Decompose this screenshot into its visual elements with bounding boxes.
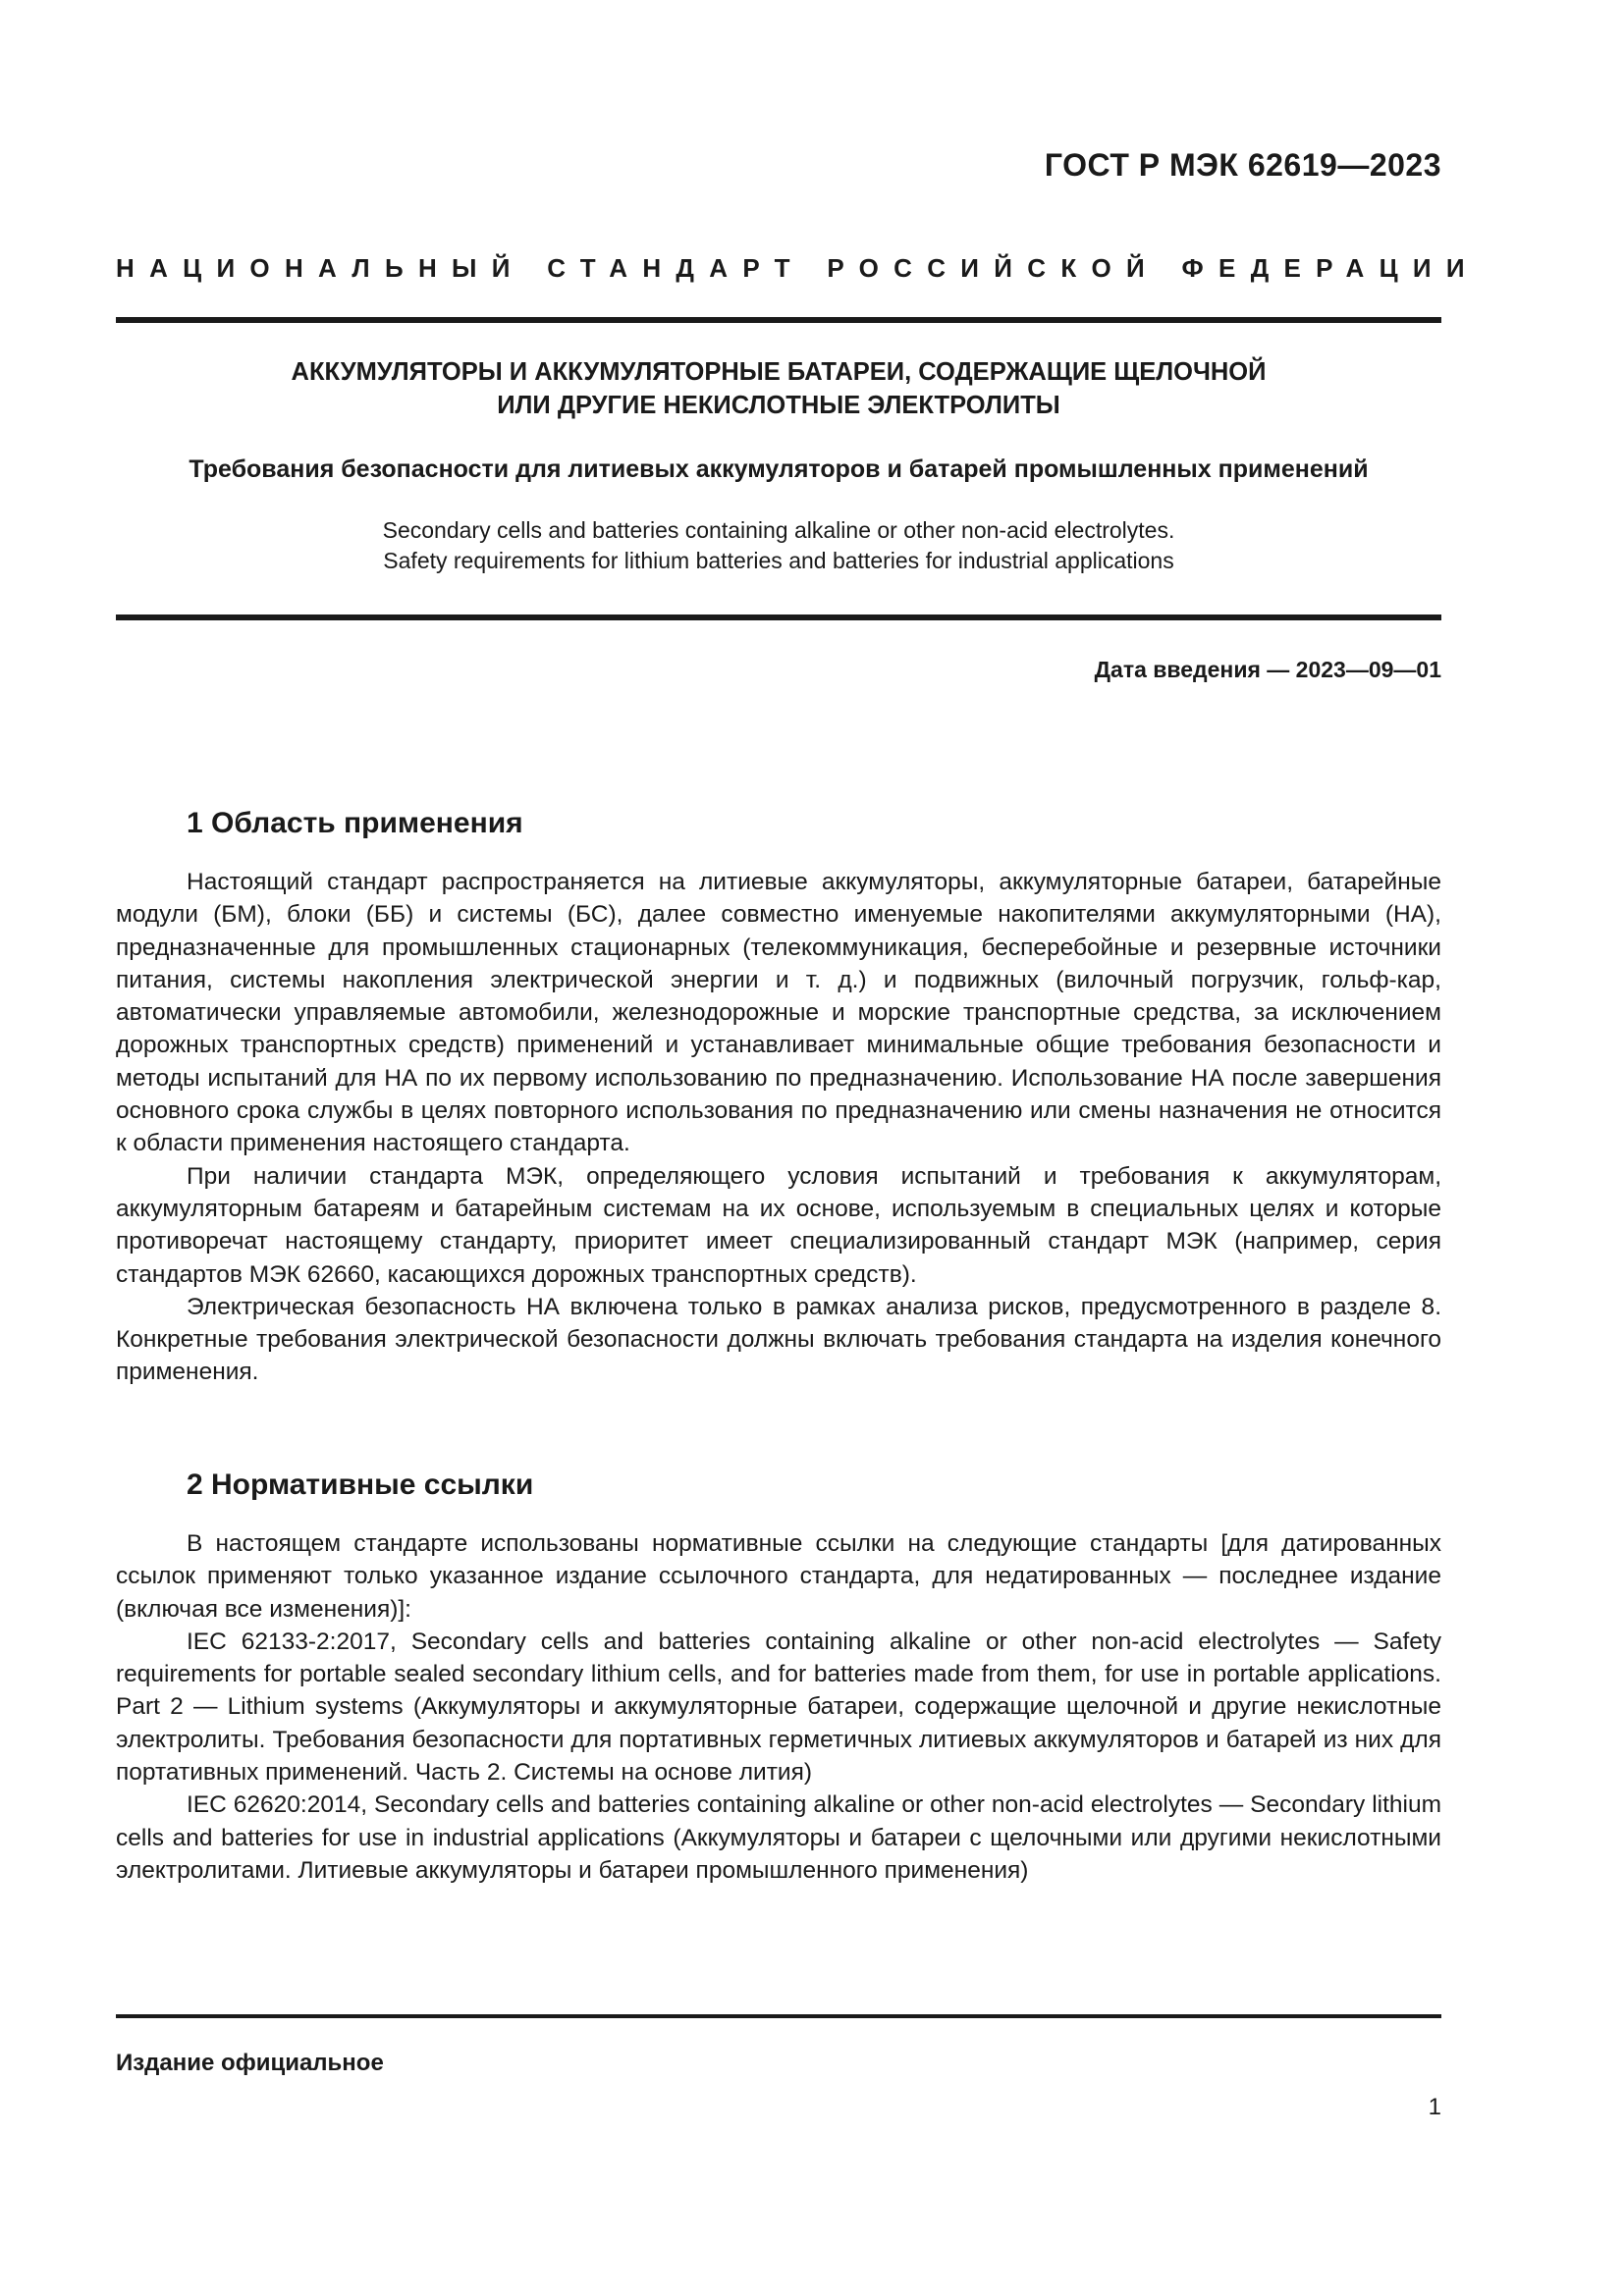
paragraph: Электрическая безопасность НА включена только в рамках анализа рисков, предусмотренного в разделе 8. Конкретные требования электрической безопасности должны включать требования стандарта на изделия конечного применения.: [116, 1293, 1441, 1386]
section-1-heading: 1 Область применения: [187, 807, 523, 839]
english-title-line-1: Secondary cells and batteries containing alkaline or other non-acid electrolytes.: [382, 517, 1175, 543]
document-subtitle: Требования безопасности для литиевых аккумуляторов и батарей промышленных применений: [189, 455, 1369, 483]
document-code: ГОСТ Р МЭК 62619—2023: [1044, 147, 1441, 183]
national-standard-banner: НАЦИОНАЛЬНЫЙ СТАНДАРТ РОССИЙСКОЙ ФЕДЕРАЦИИ: [116, 253, 1480, 283]
paragraph: IEC 62133-2:2017, Secondary cells and batteries containing alkaline or other non-acid electrolytes — Safety requirements for portable sealed secondary lithium cells, and for batteries made from them, for use in portable applications. Part 2 — Lithium systems (Аккумуляторы и аккумуляторные батареи, содержащие щелочной и другие некислотные электролиты. Требования безопасности для портативных герметичных литиевых аккумуляторов и батарей из них для портативных применений. Часть 2. Системы на основе лития): [116, 1628, 1441, 1787]
title-line-2: ИЛИ ДРУГИЕ НЕКИСЛОТНЫЕ ЭЛЕКТРОЛИТЫ: [497, 392, 1060, 419]
section-1-body: [116, 866, 1441, 1389]
title-line-1: АККУМУЛЯТОРЫ И АККУМУЛЯТОРНЫЕ БАТАРЕИ, СОДЕРЖАЩИЕ ЩЕЛОЧНОЙ: [291, 358, 1267, 386]
english-title: [116, 515, 1441, 576]
official-edition-label: Издание официальное: [116, 2050, 384, 2076]
title-divider: [116, 614, 1441, 620]
document-title: [116, 355, 1441, 422]
section-2-heading: 2 Нормативные ссылки: [187, 1468, 534, 1501]
paragraph: IEC 62620:2014, Secondary cells and batteries containing alkaline or other non-acid electrolytes — Secondary lithium cells and batteries for use in industrial applications (Аккумуляторы и батареи с щелочными или другими некислотными электролитами. Литиевые аккумуляторы и батареи промышленного применения): [116, 1791, 1441, 1884]
english-title-line-2: Safety requirements for lithium batteries and batteries for industrial applications: [383, 548, 1174, 573]
paragraph: При наличии стандарта МЭК, определяющего условия испытаний и требования к аккумуляторам, аккумуляторным батареям и батарейным системам на их основе, используемым в специальных целях и которые противоречат настоящему стандарту, приоритет имеет специализированный стандарт МЭК (например, серия стандартов МЭК 62660, касающихся дорожных транспортных средств).: [116, 1162, 1441, 1288]
section-2-body: [116, 1527, 1441, 1887]
paragraph: Настоящий стандарт распространяется на литиевые аккумуляторы, аккумуляторные батареи, батарейные модули (БМ), блоки (ББ) и системы (БС), далее совместно именуемые накопителями аккумуляторными (НА), предназначенные для промышленных стационарных (телекоммуникация, бесперебойные и резервные источники питания, системы накопления электрической энергии и т. д.) и подвижных (вилочный погрузчик, гольф-кар, автоматически управляемые автомобили, железнодорожные и морские транспортные средства, за исключением дорожных транспортных средств) применений и устанавливает минимальные общие требования безопасности и методы испытаний для НА по их первому использованию по предназначению. Использование НА после завершения основного срока службы в целях повторного использования по предназначению или смены назначения не относится к области применения настоящего стандарта.: [116, 869, 1441, 1157]
paragraph: В настоящем стандарте использованы нормативные ссылки на следующие стандарты [для датированных ссылок применяют только указанное издание ссылочного стандарта, для недатированных — последнее издание (включая все изменения)]:: [116, 1530, 1441, 1623]
top-divider: [116, 317, 1441, 323]
footer-divider: [116, 2014, 1441, 2018]
page-number: 1: [1428, 2094, 1441, 2120]
document-page: [116, 0, 1480, 2296]
introduction-date: Дата введения — 2023—09—01: [1094, 657, 1441, 682]
